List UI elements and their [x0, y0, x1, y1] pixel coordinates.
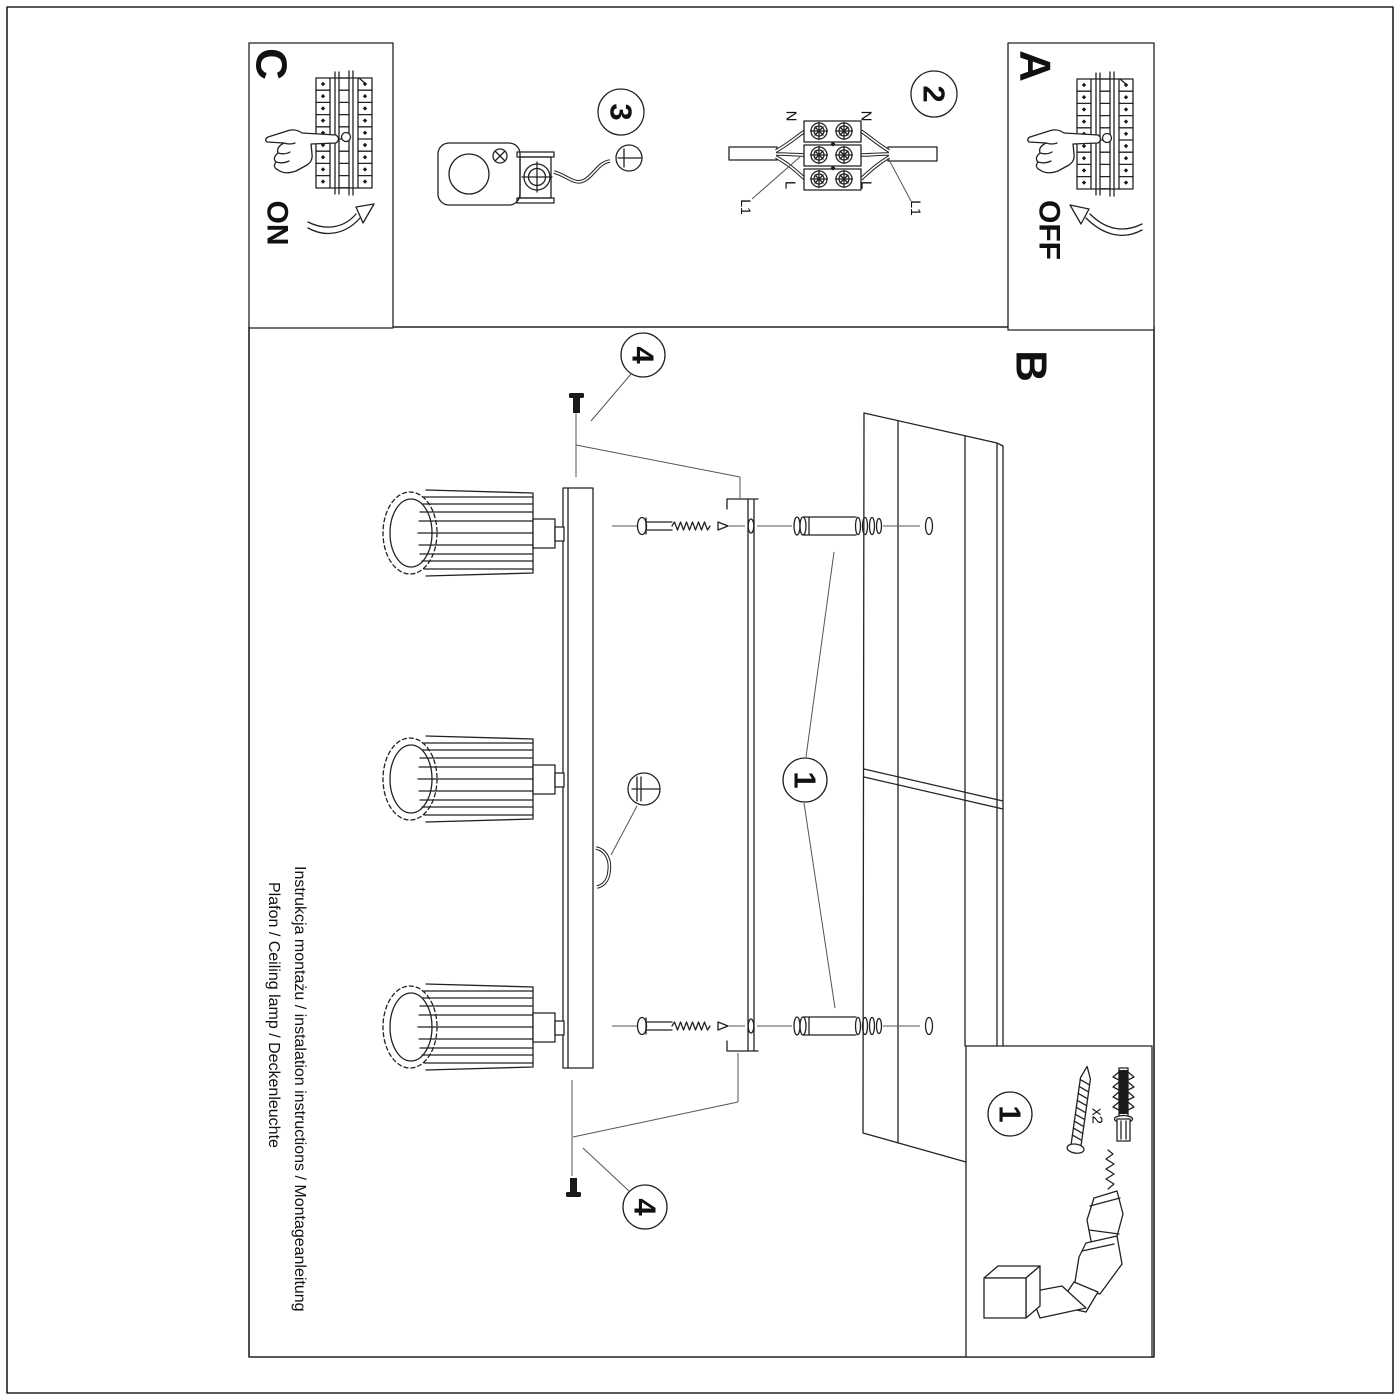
parts-box	[966, 1046, 1152, 1357]
lamp-shade	[383, 736, 564, 822]
lamp-shade	[383, 984, 564, 1070]
footer-line-1: Instrukcja montażu / instalation instructions / Montageanleitung	[291, 866, 308, 1312]
lamp-wire	[596, 848, 609, 887]
terminal-screw-icon	[811, 171, 828, 188]
label-l1-left: L1	[738, 199, 754, 215]
step-2-number: 2	[916, 85, 952, 103]
label-l-left: L	[781, 180, 799, 190]
label-l-right: L	[857, 180, 875, 190]
terminal-screw-icon	[811, 147, 828, 164]
step-2-figure	[729, 71, 957, 216]
section-c-label: C	[246, 48, 296, 80]
terminal-screw-icon	[836, 171, 853, 188]
parts-callout-1-number: 1	[992, 1105, 1028, 1123]
panel-joint	[864, 769, 1003, 809]
quantity-label: x2	[1088, 1108, 1106, 1124]
cable-clamp-part	[438, 143, 554, 205]
fixing-screw-bottom	[566, 1053, 738, 1229]
fixing-screw-top	[569, 333, 740, 498]
callout-4-number: 4	[627, 1198, 663, 1216]
section-a-label: A	[1010, 50, 1060, 82]
callout-4-number: 4	[625, 346, 661, 364]
terminal-block	[804, 121, 861, 190]
page-border	[7, 7, 1393, 1393]
step-3-figure	[438, 89, 644, 205]
terminal-screw-icon	[811, 123, 828, 140]
mains-cable-right	[888, 147, 937, 161]
mains-cable-left	[729, 147, 777, 160]
section-b-label: B	[1006, 350, 1056, 382]
label-n-left: N	[782, 110, 800, 122]
terminal-screw-icon	[836, 147, 853, 164]
label-l1-right: L1	[908, 200, 924, 216]
panel-c	[247, 43, 394, 328]
ceiling-lamp	[383, 488, 660, 1070]
callout-1-group	[783, 552, 835, 1008]
flat-screwdriver-icon	[611, 773, 660, 855]
mounting-screw-and-plug-top	[612, 517, 933, 535]
footer-line-2: Plafon / Ceiling lamp / Deckenleuchte	[265, 882, 282, 1148]
off-label: OFF	[1032, 200, 1066, 260]
mounting-bracket	[727, 499, 758, 1051]
lamp-shade	[383, 490, 564, 576]
l1-leader-left	[752, 156, 801, 199]
l1-leader-right	[888, 158, 911, 201]
label-n-right: N	[857, 110, 875, 122]
terminal-wire	[554, 161, 610, 182]
on-label: ON	[260, 200, 294, 246]
step-3-number: 3	[603, 103, 639, 121]
panel-a	[1008, 43, 1154, 330]
terminal-screw-icon	[836, 123, 853, 140]
callout-1-number: 1	[787, 771, 823, 789]
flat-screwdriver-icon	[616, 145, 642, 171]
mounting-screw-and-plug-bottom	[612, 1017, 933, 1035]
